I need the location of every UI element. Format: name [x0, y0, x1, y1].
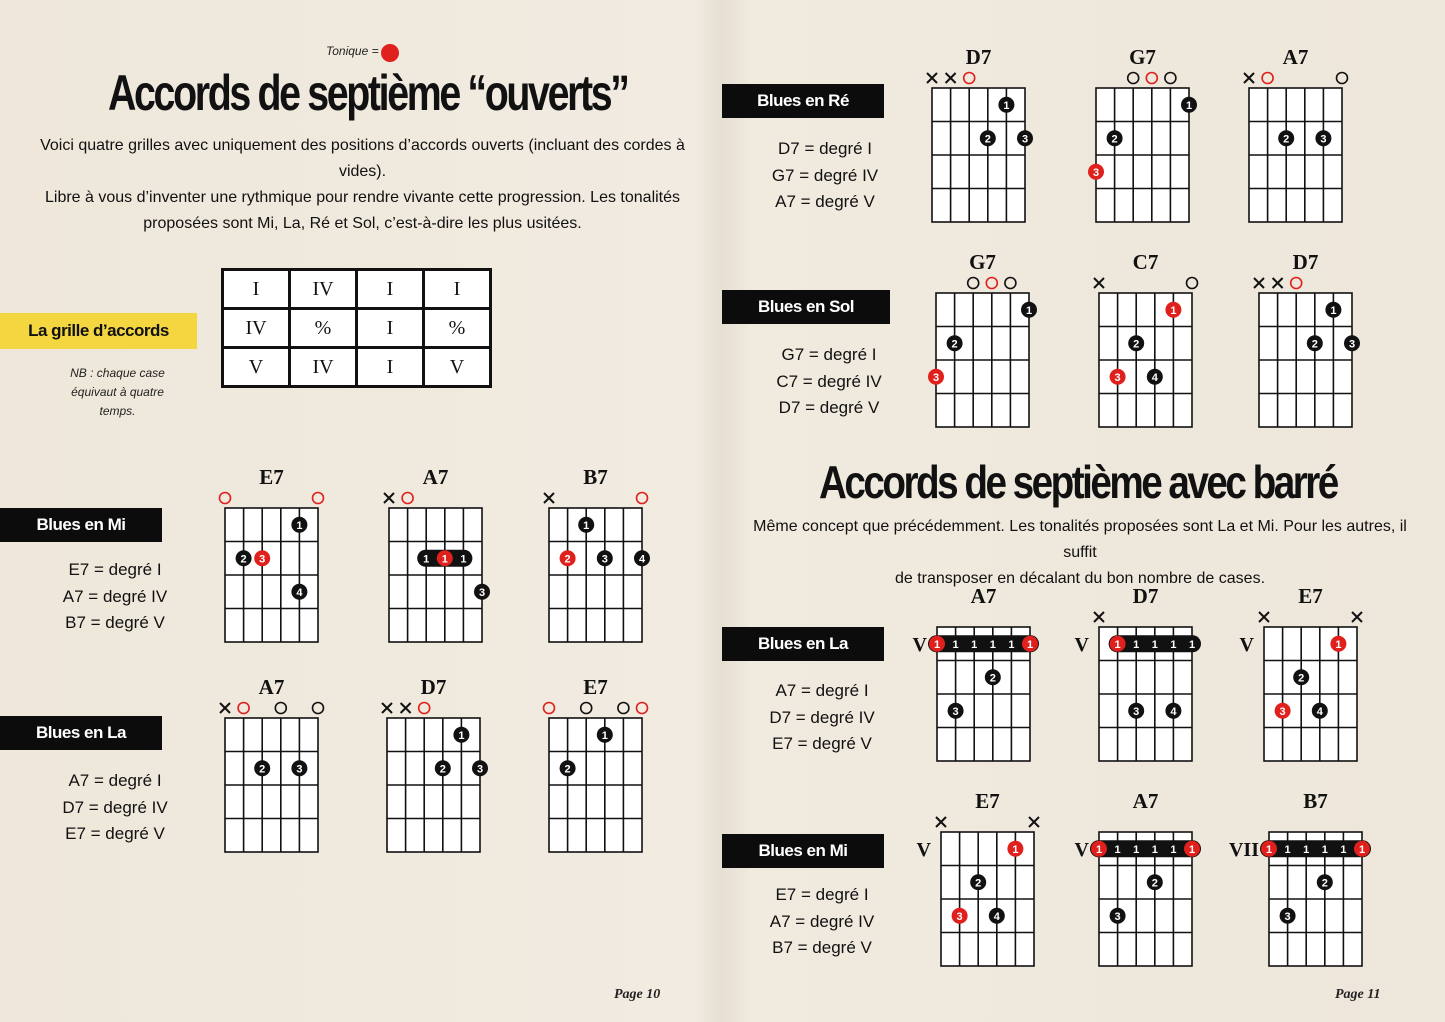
muted-string-icon [1352, 612, 1362, 622]
chord-diagram-d7 [382, 675, 488, 852]
chord-diagram-a7 [1075, 789, 1201, 966]
finger-number: 1 [1188, 843, 1196, 856]
degree-line: G7 = degré I [781, 345, 877, 364]
fret-position-label: V [916, 838, 931, 861]
chord-name: A7 [1282, 45, 1309, 69]
degree-line: D7 = degré IV [62, 797, 168, 817]
finger-number: 3 [1348, 338, 1356, 351]
grid-cell: IV [223, 309, 290, 348]
chord-diagram-a7 [384, 465, 490, 642]
muted-string-icon [544, 493, 554, 503]
open-string-icon [313, 493, 324, 504]
grid-note-line: temps. [99, 404, 136, 418]
finger-number: 3 [1114, 371, 1121, 384]
finger-number: 2 [1283, 133, 1290, 146]
finger-number: 1 [1170, 638, 1177, 651]
finger-number: 3 [932, 371, 940, 384]
chord-name: G7 [969, 250, 996, 274]
chord-diagram-d7 [1075, 584, 1201, 761]
chord-name: E7 [975, 789, 1000, 813]
page-number-left: Page 10 [614, 987, 661, 1002]
grid-label: La grille d’accords [0, 313, 197, 349]
chord-diagram-e7 [544, 675, 648, 852]
finger-number: 1 [458, 729, 465, 742]
finger-number: 4 [1151, 371, 1158, 384]
chord-diagram-b7 [1229, 789, 1371, 966]
open-string-icon [637, 703, 648, 714]
open-string-icon [1128, 73, 1139, 84]
degree-line: B7 = degré V [65, 613, 165, 632]
finger-number: 2 [1321, 877, 1328, 890]
finger-number: 4 [296, 586, 303, 599]
finger-number: 3 [259, 553, 266, 566]
finger-number: 2 [564, 763, 571, 776]
finger-number: 4 [993, 910, 1000, 923]
finger-number: 2 [989, 672, 996, 685]
finger-number: 1 [1003, 99, 1010, 112]
fret-position-label: VII [1228, 838, 1259, 861]
finger-number: 1 [1151, 843, 1158, 856]
finger-number: 1 [1303, 843, 1310, 856]
chord-diagram-a7 [913, 584, 1039, 761]
intro-line: Libre à vous d’inventer une rythmique pour rendre vivante cette progression. Les tonalités [44, 189, 681, 206]
intro-line: de transposer en décalant du bon nombre de cases. [894, 570, 1266, 587]
chord-diagram-e7 [1240, 584, 1362, 761]
chord-name: D7 [965, 45, 992, 69]
fret-position-label: V [912, 633, 927, 656]
chord-name: A7 [258, 675, 285, 699]
finger-number: 1 [952, 638, 959, 651]
grid-cell: % [424, 309, 491, 348]
muted-string-icon [1029, 817, 1039, 827]
degree-line: A7 = degré I [68, 771, 162, 790]
finger-number: 1 [1170, 843, 1177, 856]
grid-cell: I [357, 348, 424, 387]
grid-cell: I [223, 270, 290, 309]
degree-line: B7 = degré V [772, 938, 872, 957]
degree-line: E7 = degré I [68, 560, 162, 579]
chord-name: E7 [1298, 584, 1323, 608]
fret-position-label: V [1074, 838, 1089, 861]
section-label-blues-la: Blues en La [0, 716, 162, 750]
finger-number: 3 [1320, 133, 1327, 146]
finger-number: 3 [601, 553, 608, 566]
intro-line: Voici quatre grilles avec uniquement des positions d’accords ouverts (incluant des cordes à vides). [40, 137, 685, 180]
degree-line: D7 = degré I [777, 139, 873, 158]
finger-number: 2 [259, 763, 266, 776]
chord-name: D7 [1132, 584, 1159, 608]
open-string-icon [1262, 73, 1273, 84]
finger-number: 1 [971, 638, 978, 651]
finger-number: 1 [1151, 638, 1158, 651]
open-string-icon [968, 278, 979, 289]
section-label-blues-mi: Blues en Mi [0, 508, 162, 542]
muted-string-icon [1094, 612, 1104, 622]
muted-string-icon [382, 703, 392, 713]
intro-line: Même concept que précédemment. Les tonalités proposées sont La et Mi. Pour les autres, il suffit [753, 518, 1407, 561]
page-title-open-chords: Accords de septième “ouverts” [108, 65, 628, 121]
muted-string-icon [1259, 612, 1269, 622]
chord-diagram-g7 [1088, 45, 1197, 222]
chord-name: A7 [422, 465, 449, 489]
finger-number: 2 [984, 133, 991, 146]
open-string-icon [1187, 278, 1198, 289]
grid-cell: IV [290, 270, 357, 309]
finger-number: 3 [478, 586, 486, 599]
finger-number: 3 [1284, 910, 1291, 923]
muted-string-icon [946, 73, 956, 83]
degree-line: E7 = degré V [772, 734, 872, 753]
grid-note-line: NB : chaque case [70, 366, 165, 380]
muted-string-icon [927, 73, 937, 83]
finger-number: 2 [1298, 672, 1305, 685]
chord-name: G7 [1129, 45, 1156, 69]
open-string-icon [1005, 278, 1016, 289]
finger-number: 3 [476, 763, 484, 776]
section-label-blues-re: Blues en Ré [722, 84, 884, 118]
fret-position-label: V [1239, 633, 1254, 656]
degree-line: A7 = degré V [775, 192, 875, 211]
finger-number: 1 [1330, 304, 1337, 317]
chord-name: D7 [420, 675, 447, 699]
open-string-icon [1291, 278, 1302, 289]
grid-cell: IV [290, 348, 357, 387]
chord-diagram-d7 [1254, 250, 1360, 427]
chord-name: B7 [1303, 789, 1328, 813]
page-title-barre-chords: Accords de septième avec barré [819, 456, 1337, 508]
finger-number: 3 [1092, 166, 1100, 179]
section-label-blues-sol: Blues en Sol [722, 290, 890, 324]
finger-number: 1 [1133, 843, 1140, 856]
finger-number: 2 [564, 553, 571, 566]
finger-number: 3 [1021, 133, 1029, 146]
finger-number: 2 [1133, 338, 1140, 351]
grid-cell: % [290, 309, 357, 348]
finger-number: 1 [1170, 304, 1177, 317]
finger-number: 2 [1311, 338, 1318, 351]
chord-diagram-a7 [1244, 45, 1348, 222]
muted-string-icon [220, 703, 230, 713]
finger-number: 1 [1284, 843, 1291, 856]
finger-number: 3 [1133, 705, 1140, 718]
muted-string-icon [1254, 278, 1264, 288]
finger-number: 1 [583, 519, 590, 532]
finger-number: 4 [1170, 705, 1177, 718]
chord-diagram-e7 [220, 465, 324, 642]
degree-line: A7 = degré IV [62, 586, 168, 606]
grid-cell: V [424, 348, 491, 387]
finger-number: 4 [1316, 705, 1323, 718]
finger-number: 1 [1095, 843, 1103, 856]
chord-name: D7 [1292, 250, 1319, 274]
muted-string-icon [1244, 73, 1254, 83]
open-string-icon [581, 703, 592, 714]
section-label-blues-la-barre: Blues en La [722, 627, 884, 661]
degree-line: D7 = degré IV [769, 707, 875, 727]
open-string-icon [1337, 73, 1348, 84]
finger-number: 1 [1188, 638, 1196, 651]
page-number-right: Page 11 [1335, 987, 1381, 1002]
finger-number: 1 [933, 638, 941, 651]
finger-number: 1 [1012, 843, 1019, 856]
finger-number: 1 [460, 553, 467, 566]
grid-cell: I [357, 309, 424, 348]
degree-line: A7 = degré IV [769, 911, 875, 931]
grid-cell: I [357, 270, 424, 309]
chord-name: B7 [583, 465, 608, 489]
chord-diagram-e7 [917, 789, 1039, 966]
open-string-icon [986, 278, 997, 289]
finger-number: 1 [1321, 843, 1328, 856]
grid-cell: V [223, 348, 290, 387]
open-string-icon [1146, 73, 1157, 84]
open-string-icon [402, 493, 413, 504]
finger-number: 4 [638, 553, 646, 566]
chord-diagram-g7 [928, 250, 1037, 427]
finger-number: 1 [441, 553, 448, 566]
finger-number: 1 [1133, 638, 1140, 651]
muted-string-icon [401, 703, 411, 713]
finger-number: 1 [1008, 638, 1015, 651]
finger-number: 1 [1114, 843, 1121, 856]
open-string-icon [238, 703, 249, 714]
finger-number: 1 [423, 553, 430, 566]
finger-number: 2 [1111, 133, 1118, 146]
chord-diagram-d7 [927, 45, 1033, 222]
finger-number: 2 [439, 763, 446, 776]
chord-diagram-c7 [1094, 250, 1198, 427]
finger-number: 1 [1185, 99, 1193, 112]
open-string-icon [1165, 73, 1176, 84]
finger-number: 2 [240, 553, 247, 566]
grid-cell: I [424, 270, 491, 309]
finger-number: 1 [601, 729, 608, 742]
degree-line: A7 = degré I [775, 681, 869, 700]
finger-number: 1 [1025, 304, 1033, 317]
finger-number: 1 [1026, 638, 1034, 651]
chord-name: A7 [1132, 789, 1159, 813]
chord-diagram-b7 [544, 465, 650, 642]
grid-note-line: équivaut à quatre [71, 385, 164, 399]
open-string-icon [618, 703, 629, 714]
chord-name: E7 [259, 465, 284, 489]
finger-number: 2 [951, 338, 958, 351]
open-string-icon [637, 493, 648, 504]
degree-line: G7 = degré IV [771, 165, 879, 185]
open-string-icon [544, 703, 555, 714]
degree-line: E7 = degré V [65, 824, 165, 843]
open-string-icon [220, 493, 231, 504]
finger-number: 1 [1265, 843, 1273, 856]
fret-position-label: V [1074, 633, 1089, 656]
finger-number: 3 [1279, 705, 1286, 718]
finger-number: 1 [989, 638, 996, 651]
finger-number: 1 [1335, 638, 1342, 651]
finger-number: 1 [296, 519, 303, 532]
degree-line: E7 = degré I [775, 885, 869, 904]
finger-number: 3 [956, 910, 963, 923]
finger-number: 1 [1358, 843, 1366, 856]
degree-line: D7 = degré V [778, 398, 880, 417]
open-string-icon [313, 703, 324, 714]
finger-number: 1 [1114, 638, 1121, 651]
section-label-blues-mi-barre: Blues en Mi [722, 834, 884, 868]
muted-string-icon [384, 493, 394, 503]
finger-number: 2 [1151, 877, 1158, 890]
tonic-legend-label: Tonique = [326, 44, 379, 58]
finger-number: 1 [1340, 843, 1347, 856]
open-string-icon [275, 703, 286, 714]
finger-number: 2 [975, 877, 982, 890]
chord-name: E7 [583, 675, 608, 699]
muted-string-icon [1273, 278, 1283, 288]
chord-name: A7 [970, 584, 997, 608]
open-string-icon [964, 73, 975, 84]
chord-name: C7 [1132, 250, 1159, 274]
finger-number: 3 [296, 763, 303, 776]
finger-number: 3 [1114, 910, 1121, 923]
muted-string-icon [1094, 278, 1104, 288]
chord-diagram-a7 [220, 675, 324, 852]
finger-number: 3 [952, 705, 959, 718]
muted-string-icon [936, 817, 946, 827]
open-string-icon [419, 703, 430, 714]
degree-line: C7 = degré IV [776, 371, 882, 391]
intro-line: proposées sont Mi, La, Ré et Sol, c’est-à-dire les plus usitées. [143, 215, 582, 232]
